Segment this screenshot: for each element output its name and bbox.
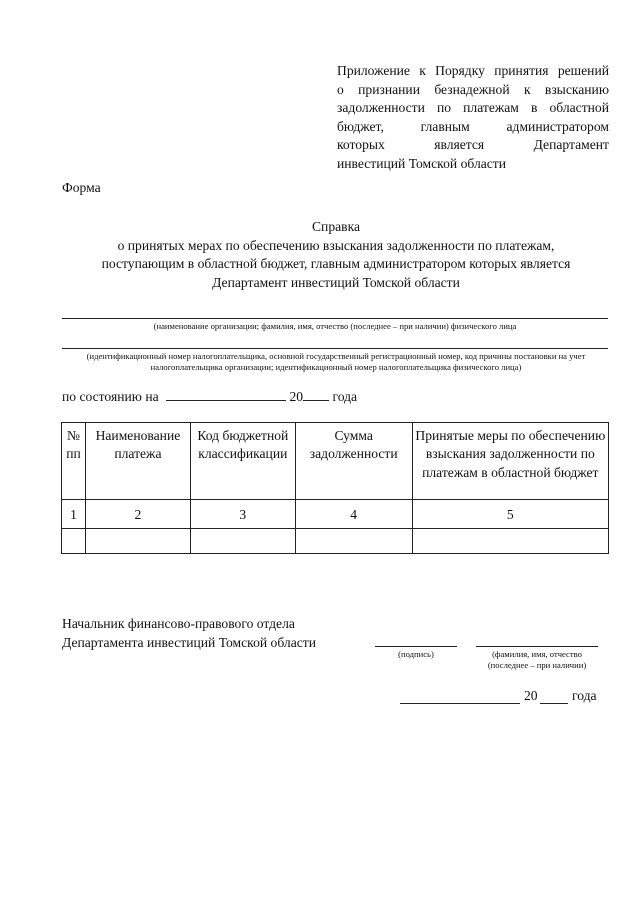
table-cell[interactable] <box>295 529 412 554</box>
org-name-line[interactable] <box>62 318 608 319</box>
appendix-line: инвестиций Томской области <box>337 155 507 171</box>
form-label: Форма <box>62 180 101 195</box>
header-cell: Сумма задолженности <box>295 423 412 500</box>
column-number-cell: 3 <box>190 500 295 529</box>
table-row <box>62 500 609 529</box>
column-number-cell: 2 <box>85 500 190 529</box>
table-row <box>62 529 609 554</box>
as-of-day-month-field[interactable] <box>166 388 286 401</box>
signatory-title-line: Департамента инвестиций Томской области <box>62 635 316 650</box>
column-number-cell: 1 <box>62 500 86 529</box>
name-caption-line: (последнее – при наличии) <box>487 660 587 671</box>
appendix-line: о признании безнадежной к взысканию <box>337 81 609 97</box>
as-of-year-field[interactable] <box>303 388 329 401</box>
column-number-cell: 4 <box>295 500 412 529</box>
org-name-caption: (наименование организации; фамилия, имя, отчество (последнее – при наличии) физического лица <box>153 321 517 331</box>
table-cell[interactable] <box>62 529 86 554</box>
sign-date-suffix: года <box>572 688 597 703</box>
column-number-cell: 5 <box>412 500 608 529</box>
title-line: о принятых мерах по обеспечению взыскания задолженности по платежам, <box>117 237 555 253</box>
name-line[interactable] <box>476 646 598 647</box>
header-cell: Наименование платежа <box>85 423 190 500</box>
sign-date-year-prefix: 20 <box>524 688 538 703</box>
name-caption <box>470 649 604 672</box>
title-line: Справка <box>311 219 361 234</box>
sign-date-day-month-field[interactable] <box>400 703 520 704</box>
table-cell[interactable] <box>190 529 295 554</box>
as-of-year-prefix: 20 <box>289 389 304 404</box>
signatory-title-line: Начальник финансово-правового отдела <box>62 616 295 631</box>
signatory-title <box>62 614 316 652</box>
name-caption-line: (фамилия, имя, отчество <box>492 649 582 659</box>
as-of-suffix: года <box>332 389 358 404</box>
header-cell: Принятые меры по обеспечению взыскания задолженности по платежам в областной бюджет <box>412 423 608 500</box>
title-line: поступающим в областной бюджет, главным администратором которых является <box>101 256 571 271</box>
table-cell[interactable] <box>85 529 190 554</box>
table-header-row <box>62 423 609 500</box>
sign-date-year-field[interactable] <box>540 703 568 704</box>
appendix-note <box>337 62 609 174</box>
appendix-line: которых является Департамент <box>337 137 609 153</box>
signature-line[interactable] <box>375 646 457 647</box>
measures-table <box>61 422 609 554</box>
signature-caption: (подпись) <box>398 649 434 659</box>
header-cell: Код бюджетной классификации <box>190 423 295 500</box>
as-of-date <box>62 388 357 405</box>
appendix-line: задолженности по платежам в областной <box>337 100 609 116</box>
appendix-line: бюджет, главным администратором <box>337 118 609 134</box>
document-title <box>62 218 610 292</box>
org-ids-line[interactable] <box>62 348 608 349</box>
sign-date-year <box>524 688 538 704</box>
title-line: Департамент инвестиций Томской области <box>212 274 460 290</box>
as-of-prefix: по состоянию на <box>62 389 159 404</box>
header-cell: № пп <box>62 423 86 500</box>
table-cell[interactable] <box>412 529 608 554</box>
appendix-line: Приложение к Порядку принятия решений <box>337 63 609 78</box>
org-ids-caption: (идентификационный номер налогоплательщика, основной государственный регистрационный номер, код причины постановки на учет налогоплательщика организации; идентификационный номер налогоплательщика физического лица) <box>86 351 586 373</box>
